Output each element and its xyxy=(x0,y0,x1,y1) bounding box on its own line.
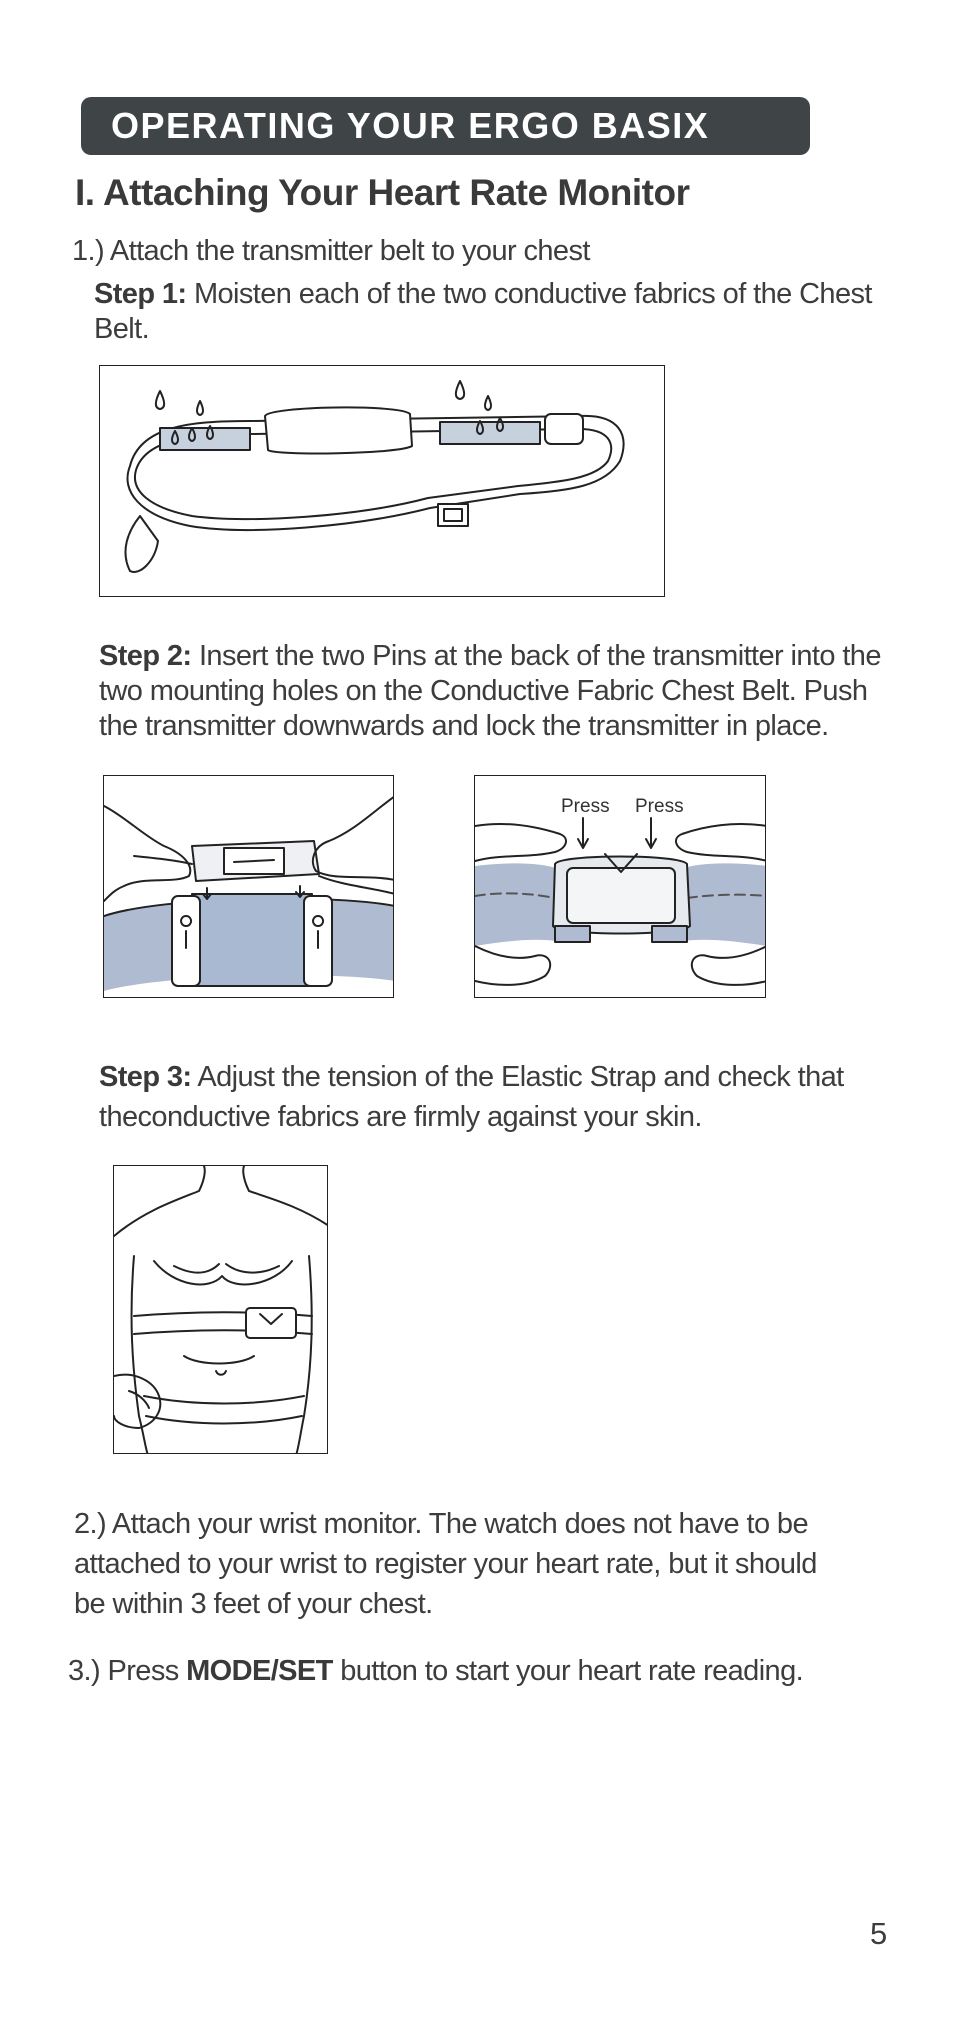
step-2-paragraph xyxy=(99,639,939,744)
step-1-text-line-1: Moisten each of the two conductive fabrics of the Chest xyxy=(186,278,872,310)
press-lock-drawing xyxy=(475,776,766,998)
banner-title: OPERATING YOUR ERGO BASIX xyxy=(111,105,710,146)
torso-illustration xyxy=(113,1165,328,1454)
item-2-paragraph xyxy=(74,1504,934,1624)
item-2-line-2: attached to your wrist to register your heart rate, but it should xyxy=(74,1548,817,1580)
step-2-text-line-2: two mounting holes on the Conductive Fabric Chest Belt. Push xyxy=(99,675,868,707)
item-2-line-3: be within 3 feet of your chest. xyxy=(74,1588,433,1620)
step-3-text-line-1: Adjust the tension of the Elastic Strap and check that xyxy=(191,1061,844,1093)
item-3-paragraph xyxy=(68,1654,803,1689)
step-1-label: Step 1: xyxy=(94,278,187,310)
step-3-paragraph xyxy=(99,1057,939,1137)
press-label-1: Press xyxy=(561,796,610,817)
press-lock-illustration xyxy=(474,775,766,998)
item-3-suffix: button to start your heart rate reading. xyxy=(332,1655,804,1687)
step-1-paragraph xyxy=(94,277,934,347)
item-2-line-1: 2.) Attach your wrist monitor. The watch does not have to be xyxy=(74,1508,808,1540)
chest-belt-drawing xyxy=(100,366,665,597)
step-3-label: Step 3: xyxy=(99,1061,192,1093)
item-1-text: 1.) Attach the transmitter belt to your chest xyxy=(72,235,590,267)
step-2-text-line-3: the transmitter downwards and lock the transmitter in place. xyxy=(99,710,829,742)
page-number: 5 xyxy=(870,1916,888,1951)
chest-belt-illustration xyxy=(99,365,665,597)
section-banner xyxy=(81,97,810,155)
step-3-text-line-2: theconductive fabrics are firmly against your skin. xyxy=(99,1101,702,1133)
section-heading: I. Attaching Your Heart Rate Monitor xyxy=(75,172,690,213)
item-3-prefix: 3.) Press xyxy=(68,1655,187,1687)
insert-pins-drawing xyxy=(104,776,394,998)
step-2-text-line-1: Insert the two Pins at the back of the transmitter into the xyxy=(191,640,881,672)
insert-pins-illustration xyxy=(103,775,394,998)
torso-drawing xyxy=(114,1166,328,1454)
mode-set-button-label: MODE/SET xyxy=(186,1655,333,1687)
step-2-label: Step 2: xyxy=(99,640,192,672)
press-label-2: Press xyxy=(635,796,684,817)
step-1-text-line-2: Belt. xyxy=(94,313,150,345)
